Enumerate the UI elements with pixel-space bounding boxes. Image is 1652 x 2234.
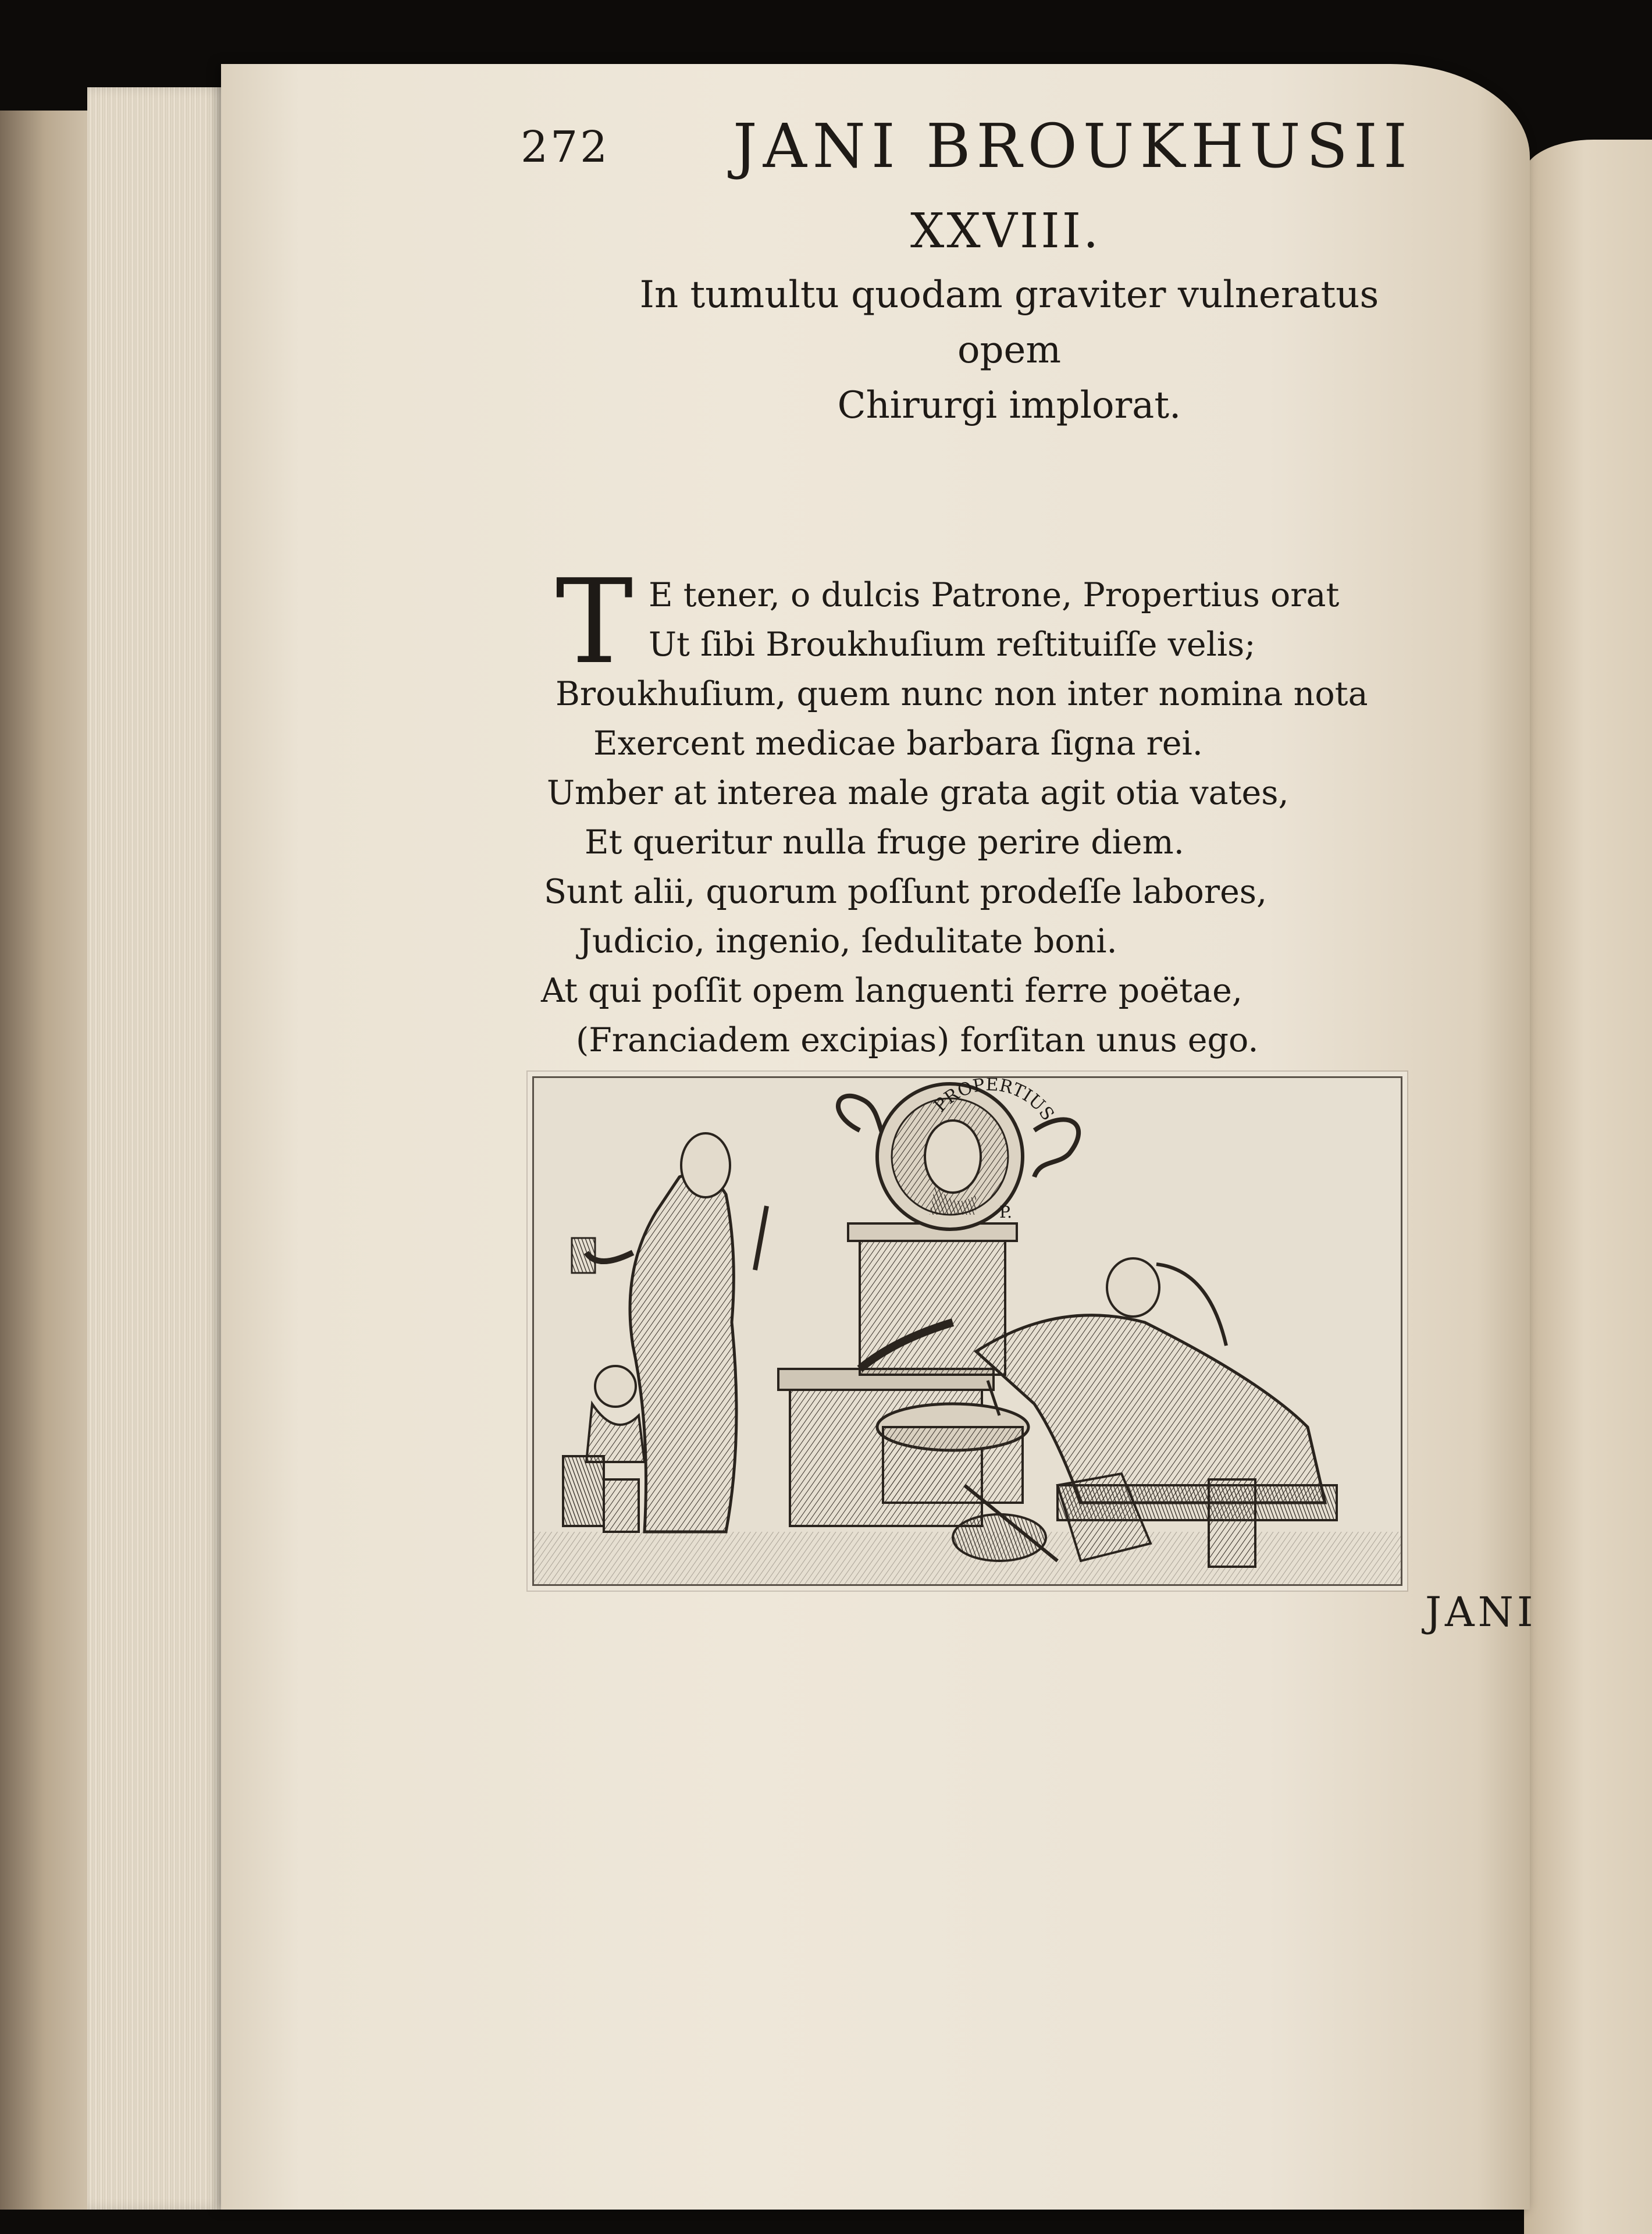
poem-title bbox=[588, 268, 1431, 433]
medallion-initial: P. bbox=[999, 1203, 1013, 1222]
verse-line: Broukhuſium, quem nunc non inter nomina nota bbox=[556, 675, 1368, 713]
verse-line: Judicio, ingenio, ſedulitate boni. bbox=[579, 922, 1117, 961]
page-number: 272 bbox=[521, 122, 610, 172]
verse-line: Exercent medicae barbara ſigna rei. bbox=[593, 724, 1203, 763]
engraving-illustration bbox=[532, 1076, 1402, 1586]
verse-line: Sunt alii, quorum poſſunt prodeſſe labores, bbox=[544, 873, 1268, 911]
verse-line: Et queritur nulla fruge perire diem. bbox=[585, 823, 1184, 862]
verse-line: At qui poſſit opem languenti ferre poëtae, bbox=[541, 972, 1242, 1010]
drop-cap: T bbox=[556, 554, 633, 690]
book-page bbox=[221, 64, 1537, 2210]
catchword: JANI bbox=[1425, 1588, 1537, 1636]
poem-title-line-1: In tumultu quodam graviter vulneratus opem bbox=[639, 273, 1379, 372]
running-head: JANI BROUKHUSII bbox=[733, 111, 1414, 182]
facing-page-edge bbox=[1524, 140, 1652, 2234]
medallion-inscription: PROPERTIUS bbox=[930, 1078, 1058, 1125]
poem-title-line-2: Chirurgi implorat. bbox=[837, 384, 1181, 427]
verse-line: Ut ſibi Broukhuſium reſtituiſſe velis; bbox=[649, 625, 1256, 664]
poem-number: XXVIII. bbox=[910, 204, 1101, 259]
verse-line: Umber at interea male grata agit otia vates, bbox=[547, 774, 1289, 812]
verse-line: (Franciadem excipias) forſitan unus ego. bbox=[576, 1021, 1259, 1059]
page-edges bbox=[87, 87, 238, 2210]
verse-line: E tener, o dulcis Patrone, Propertius orat bbox=[649, 576, 1340, 614]
